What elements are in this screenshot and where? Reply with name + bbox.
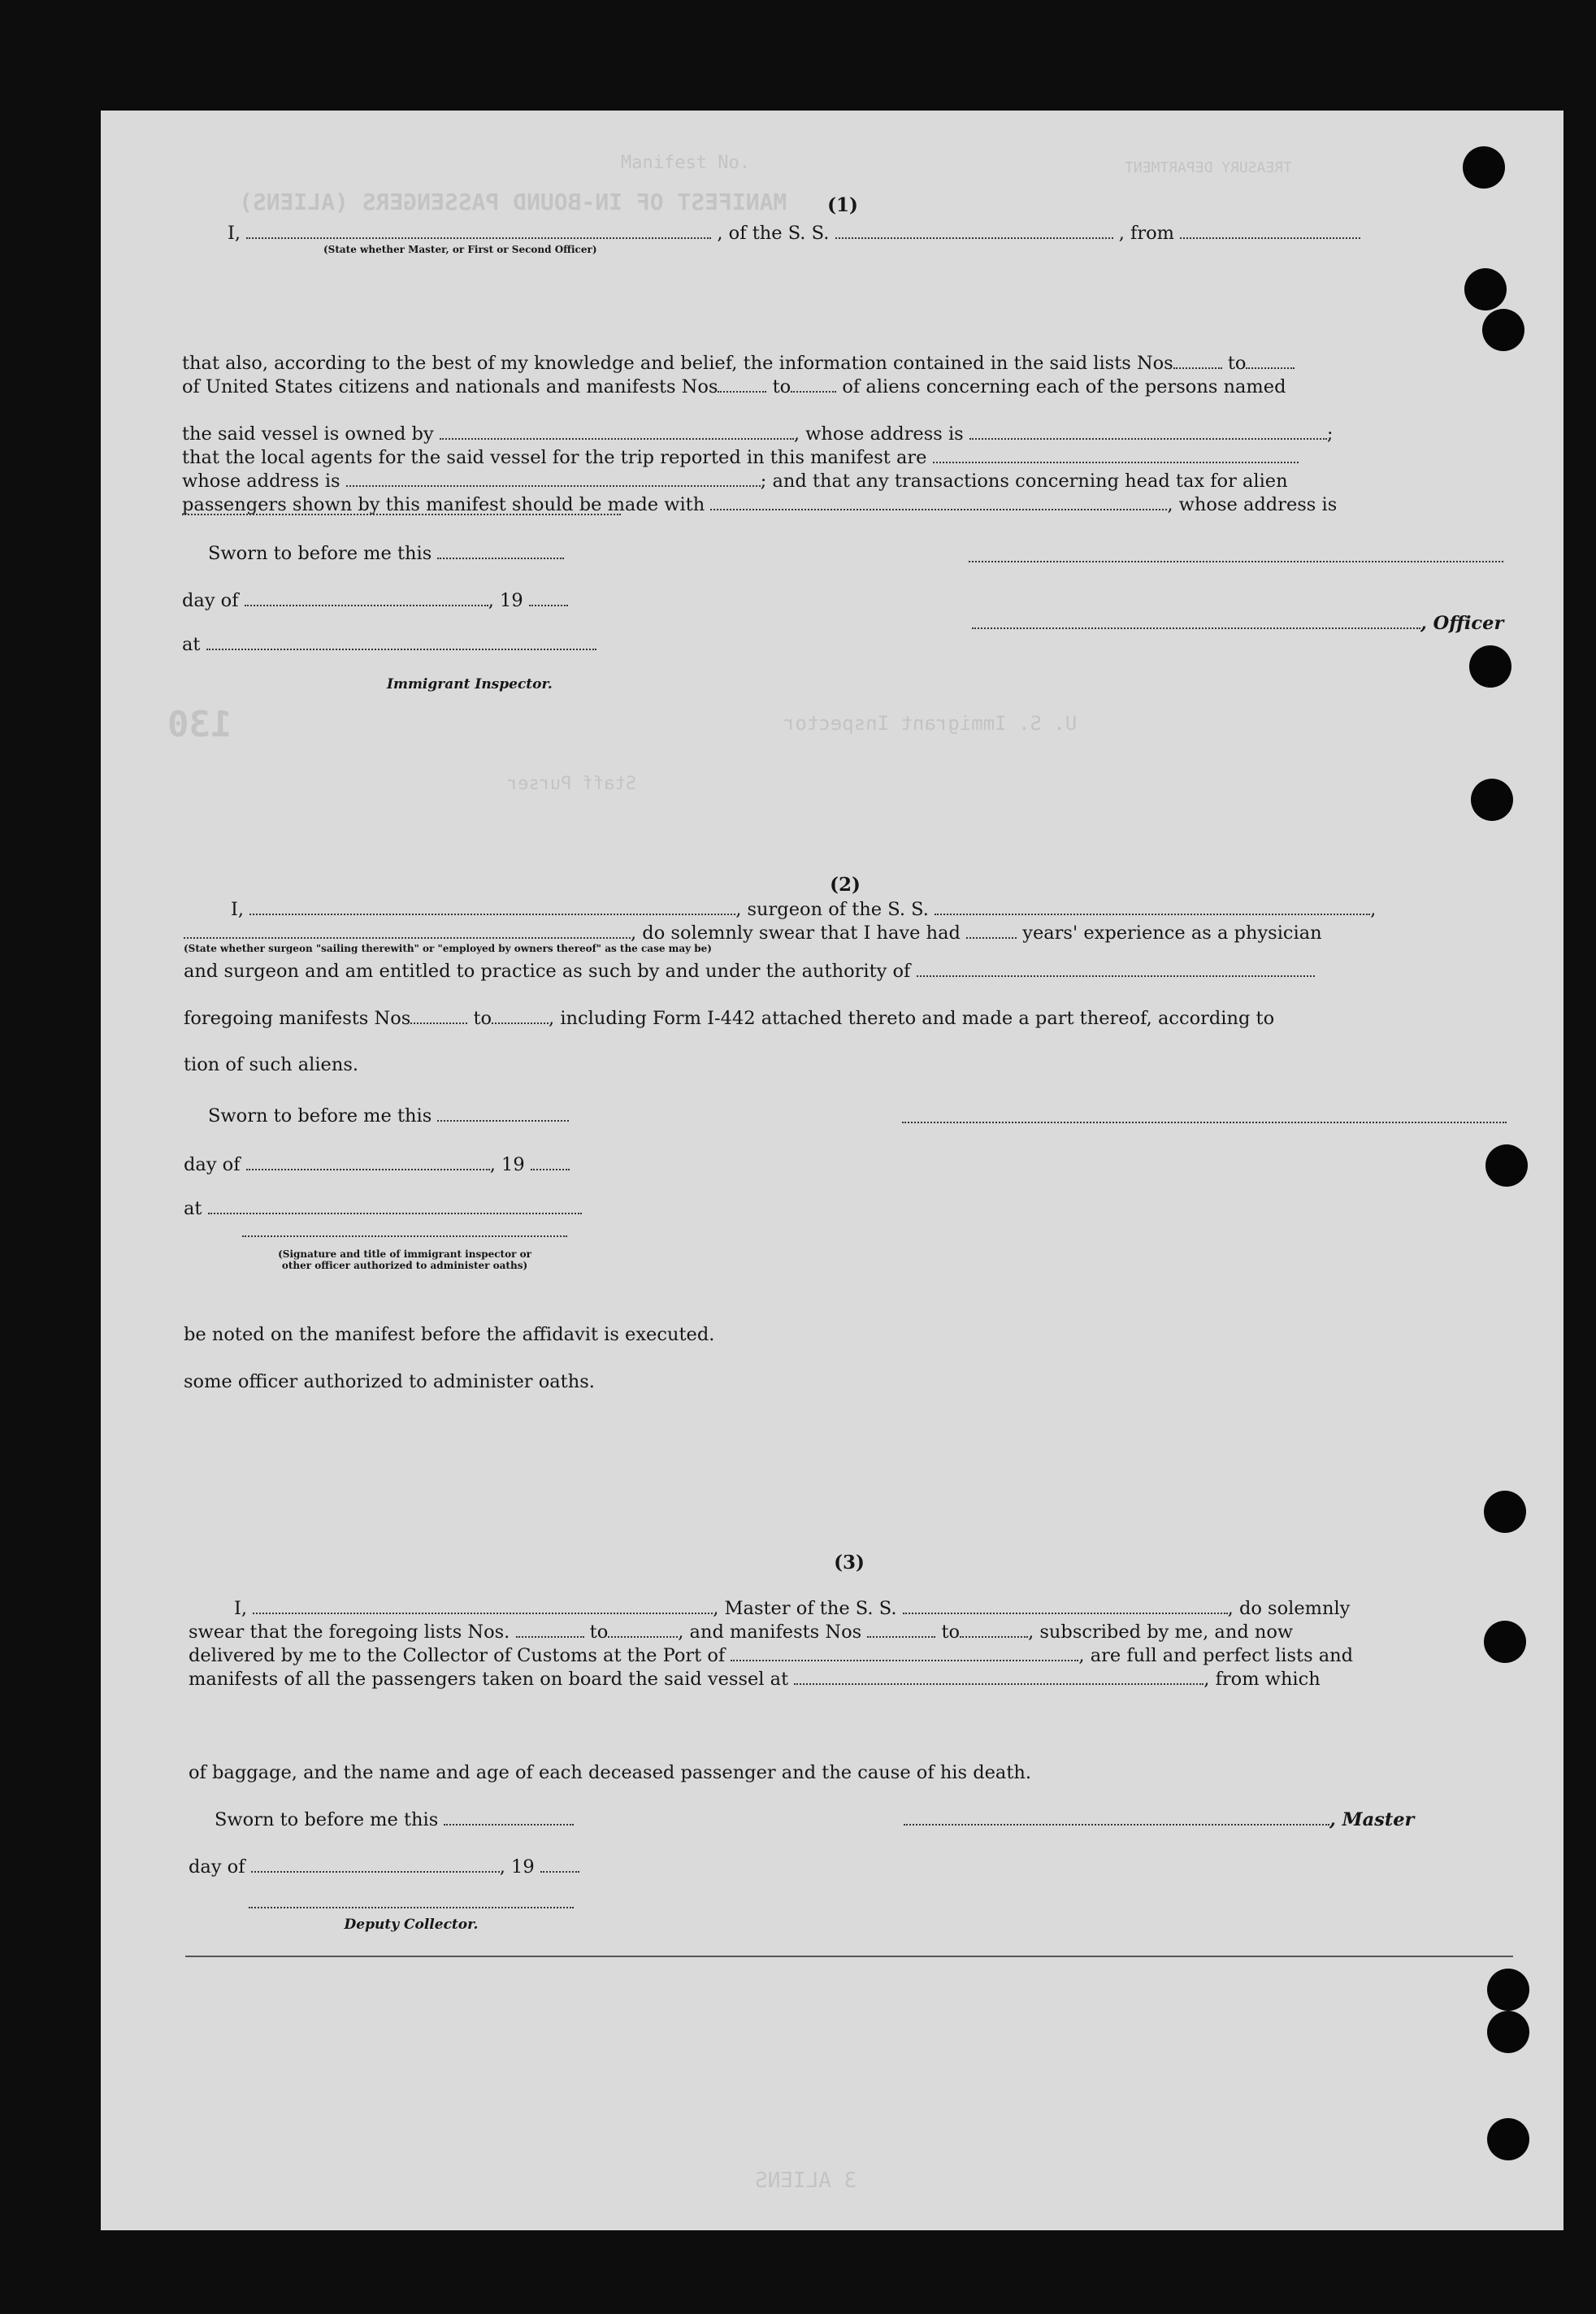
manifests-to-field[interactable]	[791, 375, 836, 393]
s2-day-of: day of , 19	[184, 1153, 570, 1177]
s1-officer-title-field[interactable]	[972, 611, 1420, 629]
s3-manifests-from-field[interactable]	[867, 1620, 935, 1638]
authority-field[interactable]	[917, 959, 1315, 977]
s1-year-field[interactable]	[529, 588, 568, 606]
from-label: , from	[1118, 223, 1174, 244]
s2-line-0: I, , surgeon of the S. S. ,	[231, 899, 1377, 920]
s3-lists-from-field[interactable]	[516, 1620, 584, 1638]
form-page	[101, 111, 1563, 2230]
i-label: I,	[228, 223, 241, 244]
surgeon-status-field[interactable]	[184, 921, 631, 939]
officer-line	[228, 221, 1360, 245]
manifests-from-field[interactable]	[718, 375, 766, 393]
section-3-number: (3)	[834, 1552, 865, 1574]
lists-to-field[interactable]	[1246, 351, 1295, 369]
punch-hole	[1485, 1144, 1528, 1187]
s3-line-3: manifests of all the passengers taken on board the said vessel at , from which	[189, 1669, 1321, 1690]
s1-line-9: that the local agents for the said vessel for the trip reported in this manifest are	[182, 445, 1503, 470]
s2-line-2: and surgeon and am entitled to practice as such by and under the authority of	[184, 959, 1507, 983]
owner-address-field[interactable]	[969, 422, 1327, 440]
of-ss-label: , of the S. S.	[717, 223, 830, 244]
s2-sworn: Sworn to before me this	[208, 1104, 569, 1128]
s3-day-field[interactable]	[251, 1855, 500, 1873]
section-1-number: (1)	[827, 194, 858, 216]
master-signature-field[interactable]	[904, 1808, 1329, 1826]
boarding-port-field[interactable]	[794, 1667, 1204, 1685]
section-2-number: (2)	[830, 874, 861, 896]
s2-line-4: foregoing manifests Nos to , including Form I-442 attached thereto and made a part thereof, according to	[184, 1008, 1275, 1029]
years-experience-field[interactable]	[966, 921, 1017, 939]
officer-caption: (State whether Master, or First or Second Officer)	[323, 244, 597, 255]
s3-line-1: swear that the foregoing lists Nos. to , and manifests Nos to , subscribed by me, and now	[189, 1622, 1294, 1643]
s2-day-field[interactable]	[246, 1153, 490, 1170]
s3-vessel-field[interactable]	[903, 1596, 1228, 1614]
s1-sworn-date-field[interactable]	[437, 541, 564, 559]
s2-manifests-from-field[interactable]	[410, 1006, 467, 1024]
s3-year-field[interactable]	[540, 1855, 579, 1873]
surgeon-caption: (State whether surgeon "sailing therewith" or "employed by owners thereof" as the case may be)	[184, 943, 712, 954]
s1-at-field[interactable]	[206, 632, 596, 650]
s3-master-line	[904, 1808, 1414, 1832]
punch-hole	[1482, 309, 1524, 351]
s2-vessel-field[interactable]	[935, 897, 1370, 915]
ghost-staff: Staff Purser	[507, 774, 636, 794]
s1-line-6: of United States citizens and nationals and manifests Nos to of aliens concerning each of the persons named	[182, 376, 1286, 397]
punch-hole	[1463, 146, 1505, 189]
s3-line-0: I, , Master of the S. S. , do solemnly	[234, 1598, 1351, 1619]
s1-officer-line	[972, 611, 1503, 636]
punch-hole	[1471, 779, 1513, 821]
punch-hole	[1487, 2011, 1529, 2053]
ghost-footer-mark: 3 ALIENS	[755, 2169, 857, 2193]
immigrant-inspector-caption: Immigrant Inspector.	[387, 676, 553, 692]
s3-line-7: of baggage, and the name and age of each deceased passenger and the cause of his death.	[189, 1762, 1032, 1783]
deputy-collector-signature-line[interactable]	[249, 1907, 574, 1908]
address-continuation-field[interactable]	[182, 514, 621, 515]
s1-line-5: that also, according to the best of my knowledge and belief, the information contained in the said lists Nos to	[182, 351, 1503, 376]
note-line-5: some officer authorized to administer oaths.	[184, 1371, 595, 1392]
s1-officer-signature-line[interactable]	[969, 561, 1503, 562]
officer-label: , Officer	[1420, 613, 1504, 634]
port-of-field[interactable]	[731, 1643, 1078, 1661]
ghost-manifest-title: MANIFEST OF IN-BOUND PASSENGERS (ALIENS)	[239, 189, 787, 215]
s3-day-of: day of , 19	[189, 1855, 579, 1879]
sig-caption-1: (Signature and title of immigrant inspector or	[278, 1248, 531, 1260]
agents-address-field[interactable]	[346, 469, 761, 487]
owner-field[interactable]	[440, 422, 794, 440]
s3-lists-to-field[interactable]	[608, 1620, 678, 1638]
s3-sworn: Sworn to before me this	[215, 1808, 574, 1832]
s1-at: at	[182, 632, 596, 657]
s2-at: at	[184, 1196, 582, 1221]
head-tax-field[interactable]	[710, 493, 1167, 510]
s1-line-8: the said vessel is owned by , whose address is ;	[182, 423, 1334, 445]
s1-line-11: passengers shown by this manifest should be made with , whose address is	[182, 494, 1338, 515]
s3-line-2: delivered by me to the Collector of Customs at the Port of , are full and perfect lists and	[189, 1645, 1354, 1666]
s3-sworn-date-field[interactable]	[444, 1808, 574, 1826]
s1-day-field[interactable]	[245, 588, 488, 606]
officer-name-field[interactable]	[246, 221, 711, 239]
punch-hole	[1484, 1621, 1526, 1663]
s2-surgeon-signature-line[interactable]	[902, 1122, 1507, 1123]
punch-hole	[1469, 645, 1511, 688]
s2-sworn-date-field[interactable]	[437, 1104, 569, 1122]
from-port-field[interactable]	[1180, 221, 1360, 239]
ghost-stamp-number: 130	[167, 704, 232, 745]
punch-hole	[1464, 268, 1507, 310]
punch-hole	[1487, 2118, 1529, 2160]
s2-line-1: , do solemnly swear that I have had years' experience as a physician	[184, 921, 1507, 945]
ghost-manifest-no: Manifest No.	[621, 153, 750, 173]
deputy-collector-caption: Deputy Collector.	[344, 1917, 479, 1933]
s2-inspector-signature-line[interactable]	[242, 1235, 567, 1237]
s2-at-field[interactable]	[208, 1196, 582, 1214]
s3-manifests-to-field[interactable]	[960, 1620, 1028, 1638]
s1-line-10: whose address is ; and that any transactions concerning head tax for alien	[182, 471, 1288, 492]
s2-line-6: tion of such aliens.	[184, 1054, 359, 1075]
master-label: , Master	[1329, 1809, 1415, 1830]
sig-caption-2: other officer authorized to administer oaths)	[281, 1260, 528, 1271]
bottom-rule	[185, 1956, 1513, 1957]
punch-hole	[1487, 1969, 1529, 2011]
s1-day-of: day of , 19	[182, 588, 568, 613]
ghost-treasury: TREASURY DEPARTMENT	[1125, 159, 1292, 176]
local-agents-field[interactable]	[933, 445, 1299, 463]
surgeon-name-field[interactable]	[249, 897, 735, 915]
s1-sworn: Sworn to before me this	[208, 541, 564, 566]
s2-year-field[interactable]	[531, 1153, 570, 1170]
note-line-3: be noted on the manifest before the affidavit is executed.	[184, 1324, 715, 1345]
lists-from-field[interactable]	[1173, 351, 1222, 369]
master-name-field[interactable]	[253, 1596, 713, 1614]
s2-manifests-to-field[interactable]	[492, 1006, 549, 1024]
ghost-inspector-name: U. S. Immigrant Inspector	[783, 712, 1078, 735]
punch-hole	[1484, 1491, 1526, 1533]
vessel-name-field[interactable]	[835, 221, 1113, 239]
